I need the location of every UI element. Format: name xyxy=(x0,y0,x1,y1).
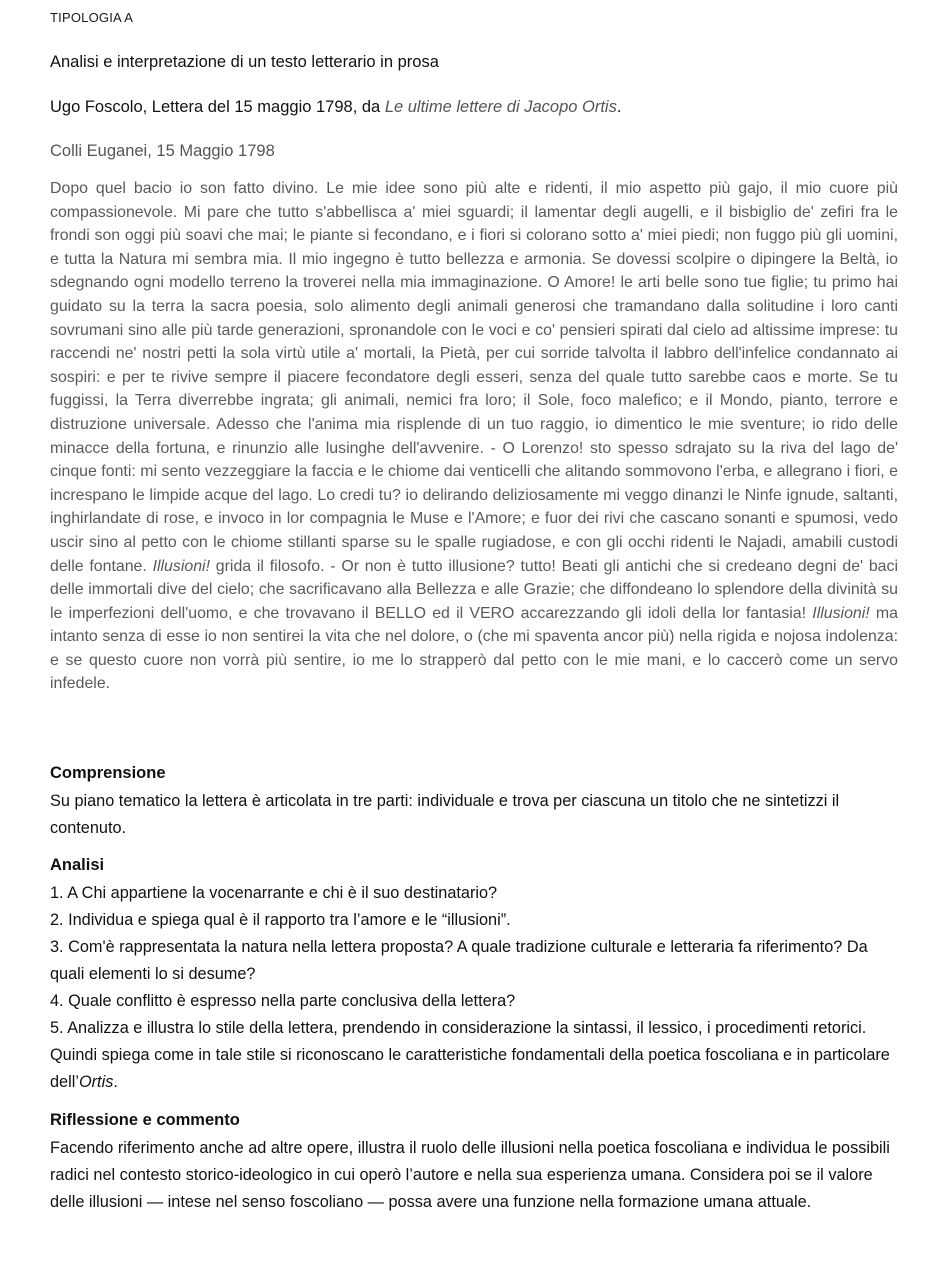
source-prefix: Ugo Foscolo, Lettera del 15 maggio 1798, da xyxy=(50,98,385,116)
section-title-comprensione: Comprensione xyxy=(50,764,166,782)
riflessione-text: Facendo riferimento anche ad altre opere, illustra il ruolo delle illusioni nella poetica foscoliana e individua le possibili radici nel contesto storico-ideologico in cui operò l’autore e nella sua esperienza umana. Considera poi se il valore delle illusioni — intese nel senso foscoliano — possa avere una funzione nella formazione umana attuale. xyxy=(50,1139,890,1211)
comprensione-text: Su piano tematico la lettera è articolata in tre parti: individuale e trova per ciascuna un titolo che ne sintetizzi il contenuto. xyxy=(50,792,840,837)
letter-part-2: grida il filosofo. - Or non è tutto illusione? tutto! Beati gli antichi che si credeano degni de' baci delle immortali dive del cielo; che sacrificavano alla Bellezza e alle Grazie; che diffondeano lo splendore della divinità su le imperfezioni dell'uomo, e che trovavano il BELLO ed il VERO accarezzando gli idoli della lor fantasia! xyxy=(50,557,898,622)
source-work-title: Le ultime lettere di Jacopo Ortis xyxy=(384,98,617,116)
section-title-riflessione: Riflessione e commento xyxy=(50,1111,240,1129)
source-suffix: . xyxy=(616,98,622,116)
document-type-label: TIPOLOGIA A xyxy=(50,10,134,25)
section-title-analisi: Analisi xyxy=(50,856,105,874)
document-subtitle: Analisi e interpretazione di un testo letterario in prosa xyxy=(50,53,439,71)
analisi-item-4: 4. Quale conflitto è espresso nella parte conclusiva della lettera? xyxy=(50,992,516,1010)
analisi-item-5-ortis: Ortis xyxy=(78,1073,114,1091)
letter-text xyxy=(50,177,898,696)
analisi-item-5-text: 5. Analizza e illustra lo stile della lettera, prendendo in considerazione la sintassi, il lessico, i procedimenti retorici. Quindi spiega come in tale stile si riconoscano le caratteristiche fondamentali della poetica foscoliana e in particolare dell’ xyxy=(50,1019,890,1091)
analisi-item-2: 2. Individua e spiega qual è il rapporto tra l’amore e le “illusioni”. xyxy=(50,911,511,929)
letter-illusioni-2: Illusioni! xyxy=(812,604,870,622)
analisi-item-5 xyxy=(50,1015,898,1096)
letter-illusioni-1: Illusioni! xyxy=(152,557,210,575)
source-line xyxy=(50,98,621,117)
letter-part-3: ma intanto senza di esse io non sentirei la vita che nel dolore, o (che mi spaventa ancor più) nella rigida e nojosa indolenza: e se questo cuore non vorrà più sentire, io me lo strapperò dal petto con le mie mani, e lo caccerò come un servo infedele. xyxy=(50,604,898,693)
analisi-item-3: 3. Com'è rappresentata la natura nella lettera proposta? A quale tradizione culturale e letteraria fa riferimento? Da quali elementi lo si desume? xyxy=(50,938,868,983)
letter-place-date: Colli Euganei, 15 Maggio 1798 xyxy=(50,142,275,160)
letter-part-1: Dopo quel bacio io son fatto divino. Le mie idee sono più alte e ridenti, il mio aspetto più gajo, il mio cuore più compassionevole. Mi pare che tutto s'abbellisca a' miei sguardi; il lamentar degli augelli, e il bisbiglio de' zefiri fra le frondi son oggi più soavi che mai; le piante si fecondano, e i fiori si colorano sotto a' miei piedi; non fuggo più gli uomini, e tutta la Natura mi sembra mia. Il mio ingegno è tutto bellezza e armonia. Se dovessi scolpire o dipingere la Beltà, io sdegnando ogni modello terreno la troverei nella mia immaginazione. O Amore! le arti belle sono tue figlie; tu primo hai guidato su la terra la sacra poesia, solo alimento degli animali generosi che tramandano dalla solitudine i loro canti sovrumani sino alle più tarde generazioni, spronandole con le voci e co' pensieri spirati dal cielo ad altissime imprese: tu raccendi ne' nostri petti la sola virtù utile a' mortali, la Pietà, per cui sorride talvolta il labbro dell'infelice condannato ai sospiri: e per te rivive sempre il piacere fecondatore degli esseri, senza del quale tutto sarebbe caos e morte. Se tu fuggissi, la Terra diverrebbe ingrata; gli animali, nemici fra loro; il Sole, foco malefico; e il Mondo, pianto, terrore e distruzione universale. Adesso che l'anima mia risplende di un tuo raggio, io dimentico le mie sventure; io rido delle minacce della fortuna, e rinunzio alle lusinghe dell'avvenire. - O Lorenzo! sto spesso sdrajato su la riva del lago de' cinque fonti: mi sento vezzeggiare la faccia e le chiome dai venticelli che alitando sommovono l'erba, e allegrano i fiori, e increspano le limpide acque del lago. Lo credi tu? io delirando deliziosamente mi veggo dinanzi le Ninfe ignude, saltanti, inghirlandate di rose, e invoco in lor compagnia le Muse e l'Amore; e fuor dei rivi che cascano sonanti e spumosi, vedo uscir sino al petto con le chiome stillanti sparse su le spalle rugiadose, e con gli occhi ridenti le Najadi, amabili custodi delle fontane. xyxy=(50,180,898,575)
analisi-item-5-end: . xyxy=(113,1073,118,1091)
analisi-item-1: 1. A Chi appartiene la vocenarrante e chi è il suo destinatario? xyxy=(50,884,498,902)
